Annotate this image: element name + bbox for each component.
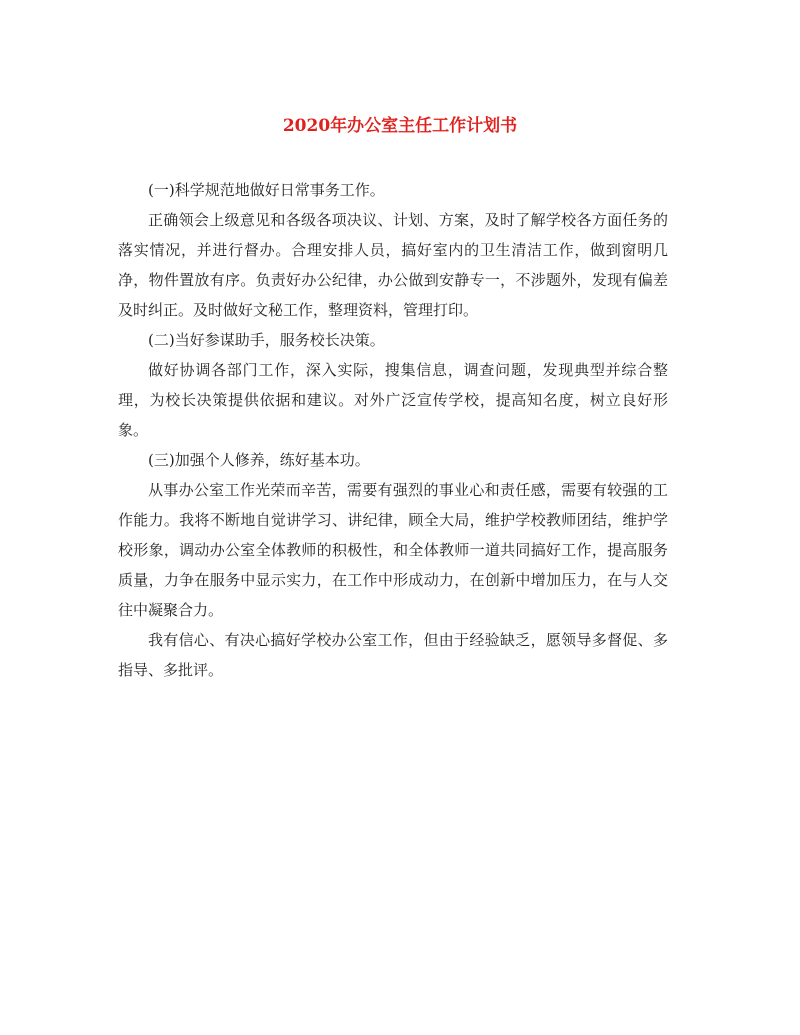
section-heading-2: (二)当好参谋助手，服务校长决策。 — [148, 331, 385, 349]
document-body — [118, 175, 668, 685]
paragraph-3: 从事办公室工作光荣而辛苦，需要有强烈的事业心和责任感，需要有较强的工作能力。我将不断地自觉讲学习、讲纪律，顾全大局，维护学校教师团结，维护学校形象，调动办公室全体教师的积极性，和全体教师一道共同搞好工作，提高服务质量，力争在服务中显示实力，在工作中形成动力，在创新中增加压力，在与人交往中凝聚合力。 — [118, 481, 668, 619]
section-heading-1: (一)科学规范地做好日常事务工作。 — [148, 181, 385, 199]
closing-paragraph: 我有信心、有决心搞好学校办公室工作，但由于经验缺乏，愿领导多督促、多指导、多批评。 — [118, 631, 668, 679]
paragraph-1: 正确领会上级意见和各级各项决议、计划、方案，及时了解学校各方面任务的落实情况，并进行督办。合理安排人员，搞好室内的卫生清洁工作，做到窗明几净，物件置放有序。负责好办公纪律，办公做到安静专一，不涉题外，发现有偏差及时纠正。及时做好文秘工作，整理资料，管理打印。 — [118, 211, 668, 319]
section-heading-3: (三)加强个人修养，练好基本功。 — [148, 451, 370, 469]
paragraph-2: 做好协调各部门工作，深入实际，搜集信息，调查问题，发现典型并综合整理，为校长决策提供依据和建议。对外广泛宣传学校，提高知名度，树立良好形象。 — [118, 361, 668, 439]
document-title: 2020年办公室主任工作计划书 — [282, 116, 518, 136]
